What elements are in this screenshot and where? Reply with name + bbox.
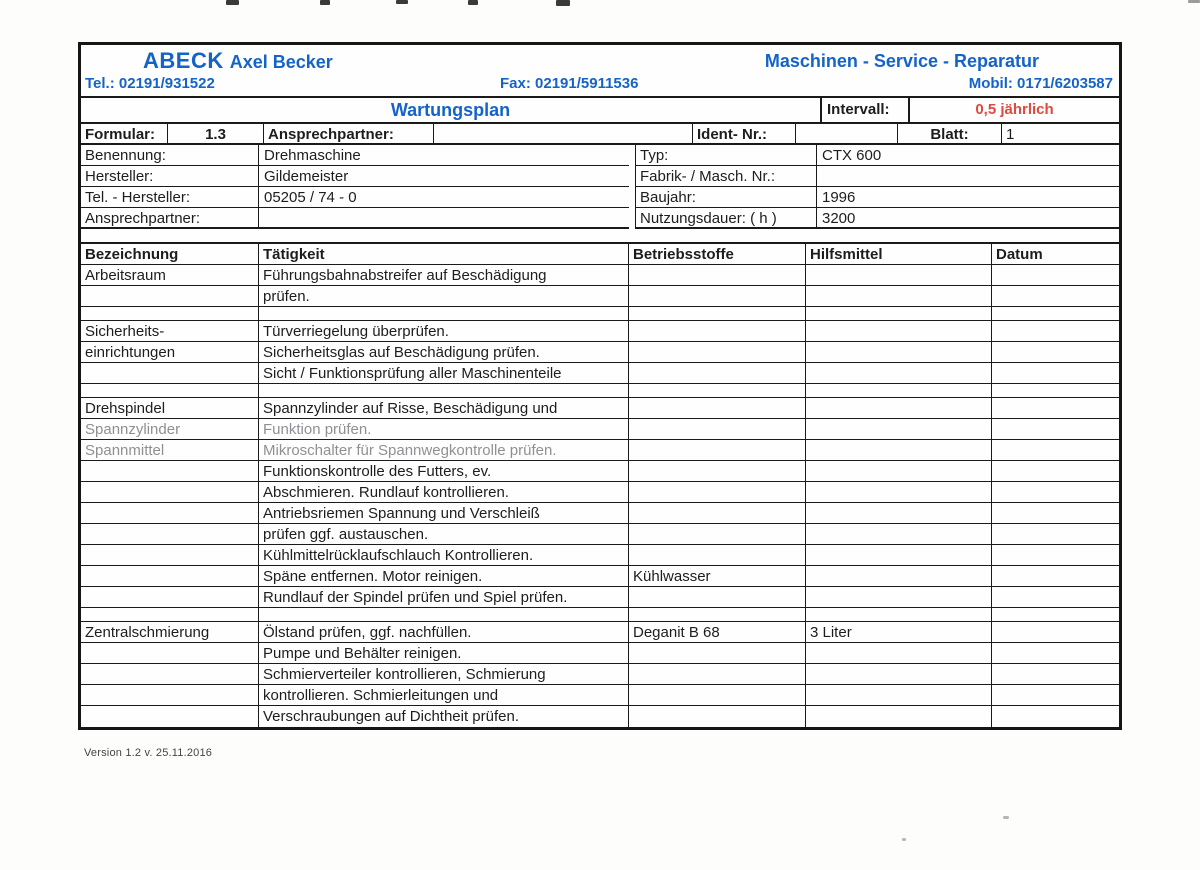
table-row (81, 706, 1119, 727)
cell-betriebsstoffe (629, 342, 806, 363)
machine-info-label: Typ: (635, 145, 817, 165)
cell-bezeichnung (81, 384, 259, 398)
ansprechpartner-value (433, 124, 692, 143)
cell-hilfsmittel: 3 Liter (806, 622, 992, 643)
cell-taetigkeit: Sicherheitsglas auf Beschädigung prüfen. (259, 342, 629, 363)
cell-datum (992, 622, 1119, 643)
cell-datum (992, 685, 1119, 706)
cell-taetigkeit: Abschmieren. Rundlauf kontrollieren. (259, 482, 629, 503)
machine-info-value: Gildemeister (264, 168, 349, 185)
machine-info-row (81, 145, 629, 166)
cell-hilfsmittel (806, 461, 992, 482)
version-note: Version 1.2 v. 25.11.2016 (84, 747, 213, 759)
scan-artifact (226, 0, 239, 5)
scan-artifact (1188, 0, 1200, 3)
mobile-number: Mobil: 0171/6203587 (968, 75, 1113, 92)
company-name-rest: Axel Becker (229, 52, 333, 72)
machine-info-section (81, 145, 1119, 229)
cell-hilfsmittel (806, 608, 992, 622)
cell-bezeichnung (81, 503, 259, 524)
scan-artifact (1003, 816, 1009, 819)
cell-hilfsmittel (806, 706, 992, 727)
machine-info-row (81, 166, 629, 187)
company-tagline: Maschinen - Service - Reparatur (764, 51, 1039, 71)
cell-betriebsstoffe (629, 685, 806, 706)
column-header-taetigkeit: Tätigkeit (259, 244, 629, 265)
cell-datum (992, 664, 1119, 685)
cell-bezeichnung (81, 524, 259, 545)
form-header-row (81, 45, 1119, 73)
cell-betriebsstoffe (629, 608, 806, 622)
cell-betriebsstoffe (629, 384, 806, 398)
cell-taetigkeit: Ölstand prüfen, ggf. nachfüllen. (259, 622, 629, 643)
machine-info-row (635, 145, 1119, 166)
cell-betriebsstoffe: Deganit B 68 (629, 622, 806, 643)
cell-betriebsstoffe (629, 664, 806, 685)
phone-number: Tel.: 02191/931522 (85, 75, 215, 92)
cell-datum (992, 440, 1119, 461)
cell-taetigkeit: Sicht / Funktionsprüfung aller Maschinenteile (259, 363, 629, 384)
machine-info-row (635, 166, 1119, 187)
section-gap (81, 229, 1119, 242)
cell-datum (992, 482, 1119, 503)
cell-taetigkeit (259, 608, 629, 622)
cell-betriebsstoffe (629, 545, 806, 566)
cell-taetigkeit (259, 384, 629, 398)
cell-datum (992, 524, 1119, 545)
interval-value: 0,5 jährlich (908, 98, 1119, 122)
table-row (81, 685, 1119, 706)
machine-info-label: Fabrik- / Masch. Nr.: (635, 166, 817, 186)
ident-nr-value (795, 124, 897, 143)
blatt-value: 1 (1001, 124, 1119, 143)
cell-taetigkeit: kontrollieren. Schmierleitungen und (259, 685, 629, 706)
table-row (81, 440, 1119, 461)
table-row (81, 643, 1119, 664)
cell-hilfsmittel (806, 643, 992, 664)
cell-taetigkeit: Antriebsriemen Spannung und Verschleiß (259, 503, 629, 524)
cell-hilfsmittel (806, 440, 992, 461)
cell-betriebsstoffe (629, 587, 806, 608)
cell-hilfsmittel (806, 503, 992, 524)
fax-number: Fax: 02191/5911536 (500, 75, 639, 92)
cell-taetigkeit: Spannzylinder auf Risse, Beschädigung und (259, 398, 629, 419)
cell-hilfsmittel (806, 384, 992, 398)
table-spacer-row (81, 384, 1119, 398)
cell-bezeichnung (81, 482, 259, 503)
cell-betriebsstoffe (629, 307, 806, 321)
cell-hilfsmittel (806, 307, 992, 321)
cell-betriebsstoffe (629, 706, 806, 727)
blatt-label: Blatt: (897, 124, 1001, 143)
cell-bezeichnung (81, 664, 259, 685)
cell-bezeichnung (81, 643, 259, 664)
table-row (81, 286, 1119, 307)
cell-bezeichnung (81, 706, 259, 727)
table-row (81, 482, 1119, 503)
cell-hilfsmittel (806, 587, 992, 608)
cell-betriebsstoffe (629, 321, 806, 342)
cell-taetigkeit: Schmierverteiler kontrollieren, Schmierung (259, 664, 629, 685)
table-row (81, 503, 1119, 524)
table-row (81, 363, 1119, 384)
machine-info-row (81, 208, 629, 229)
cell-taetigkeit: Mikroschalter für Spannwegkontrolle prüfen. (259, 440, 629, 461)
machine-info-label: Ansprechpartner: (81, 208, 259, 227)
interval-label: Intervall: (820, 98, 908, 122)
cell-taetigkeit: Verschraubungen auf Dichtheit prüfen. (259, 706, 629, 727)
table-row (81, 545, 1119, 566)
cell-betriebsstoffe (629, 265, 806, 286)
cell-datum (992, 503, 1119, 524)
cell-bezeichnung: Spannmittel (81, 440, 259, 461)
scan-artifact (396, 0, 408, 4)
table-row (81, 398, 1119, 419)
cell-taetigkeit: prüfen ggf. austauschen. (259, 524, 629, 545)
column-header-bezeichnung: Bezeichnung (81, 244, 259, 265)
column-header-betriebsstoffe: Betriebsstoffe (629, 244, 806, 265)
formular-label: Formular: (85, 126, 156, 143)
cell-datum (992, 363, 1119, 384)
machine-info-label: Nutzungsdauer: ( h ) (635, 208, 817, 227)
maintenance-table (81, 242, 1119, 727)
cell-betriebsstoffe (629, 363, 806, 384)
maintenance-table-header-row (81, 244, 1119, 265)
table-row (81, 664, 1119, 685)
machine-info-label: Benennung: (81, 145, 259, 165)
machine-info-label: Hersteller: (81, 166, 259, 186)
cell-datum (992, 307, 1119, 321)
table-row (81, 566, 1119, 587)
cell-hilfsmittel (806, 524, 992, 545)
cell-betriebsstoffe (629, 461, 806, 482)
cell-betriebsstoffe (629, 398, 806, 419)
cell-datum (992, 566, 1119, 587)
table-row (81, 265, 1119, 286)
cell-bezeichnung: Spannzylinder (81, 419, 259, 440)
cell-taetigkeit: Funktionskontrolle des Futters, ev. (259, 461, 629, 482)
machine-info-row (635, 208, 1119, 229)
scan-artifact (468, 0, 478, 5)
machine-info-row (635, 187, 1119, 208)
cell-hilfsmittel (806, 685, 992, 706)
cell-datum (992, 321, 1119, 342)
cell-taetigkeit: Pumpe und Behälter reinigen. (259, 643, 629, 664)
table-row (81, 419, 1119, 440)
contact-row (81, 73, 1119, 96)
machine-info-label: Baujahr: (635, 187, 817, 207)
table-spacer-row (81, 608, 1119, 622)
cell-datum (992, 265, 1119, 286)
machine-info-label: Tel. - Hersteller: (81, 187, 259, 207)
table-row (81, 342, 1119, 363)
column-header-datum: Datum (992, 244, 1119, 265)
column-header-hilfsmittel: Hilfsmittel (806, 244, 992, 265)
cell-betriebsstoffe (629, 482, 806, 503)
cell-betriebsstoffe (629, 524, 806, 545)
machine-info-value (259, 208, 629, 227)
cell-datum (992, 384, 1119, 398)
cell-bezeichnung (81, 685, 259, 706)
cell-bezeichnung (81, 307, 259, 321)
cell-datum (992, 286, 1119, 307)
cell-hilfsmittel (806, 265, 992, 286)
table-row (81, 622, 1119, 643)
cell-datum (992, 706, 1119, 727)
cell-bezeichnung (81, 461, 259, 482)
cell-hilfsmittel (806, 286, 992, 307)
scan-artifact (320, 0, 330, 5)
cell-taetigkeit: Führungsbahnabstreifer auf Beschädigung (259, 265, 629, 286)
company-name-bold: ABECK (143, 48, 224, 73)
machine-info-value: 3200 (822, 210, 856, 227)
cell-datum (992, 461, 1119, 482)
cell-bezeichnung (81, 363, 259, 384)
cell-bezeichnung (81, 545, 259, 566)
machine-info-value: CTX 600 (822, 147, 882, 164)
cell-taetigkeit: Rundlauf der Spindel prüfen und Spiel prüfen. (259, 587, 629, 608)
formular-value: 1.3 (167, 124, 263, 143)
title-row (81, 96, 1119, 122)
cell-hilfsmittel (806, 342, 992, 363)
cell-taetigkeit: prüfen. (259, 286, 629, 307)
cell-hilfsmittel (806, 545, 992, 566)
ident-nr-label: Ident- Nr.: (692, 124, 795, 143)
machine-info-value: 1996 (822, 189, 856, 206)
machine-info-value (817, 166, 1119, 186)
cell-betriebsstoffe (629, 503, 806, 524)
table-row (81, 461, 1119, 482)
machine-info-row (81, 187, 629, 208)
table-spacer-row (81, 307, 1119, 321)
cell-taetigkeit: Türverriegelung überprüfen. (259, 321, 629, 342)
cell-bezeichnung: Arbeitsraum (81, 265, 259, 286)
cell-datum (992, 608, 1119, 622)
cell-taetigkeit (259, 307, 629, 321)
scan-artifact (902, 838, 906, 841)
cell-datum (992, 643, 1119, 664)
cell-betriebsstoffe (629, 286, 806, 307)
cell-bezeichnung (81, 608, 259, 622)
cell-bezeichnung (81, 566, 259, 587)
form-meta-row (81, 122, 1119, 145)
cell-datum (992, 398, 1119, 419)
cell-hilfsmittel (806, 363, 992, 384)
cell-betriebsstoffe (629, 643, 806, 664)
cell-bezeichnung: Drehspindel (81, 398, 259, 419)
cell-hilfsmittel (806, 321, 992, 342)
cell-taetigkeit: Späne entfernen. Motor reinigen. (259, 566, 629, 587)
cell-bezeichnung: Sicherheits- (81, 321, 259, 342)
cell-datum (992, 545, 1119, 566)
cell-hilfsmittel (806, 398, 992, 419)
cell-hilfsmittel (806, 566, 992, 587)
cell-hilfsmittel (806, 419, 992, 440)
cell-betriebsstoffe: Kühlwasser (629, 566, 806, 587)
cell-hilfsmittel (806, 482, 992, 503)
form-title: Wartungsplan (390, 100, 511, 120)
machine-info-right-table (635, 145, 1119, 229)
cell-datum (992, 342, 1119, 363)
cell-hilfsmittel (806, 664, 992, 685)
table-row (81, 524, 1119, 545)
machine-info-value: Drehmaschine (264, 147, 361, 164)
cell-datum (992, 587, 1119, 608)
cell-taetigkeit: Kühlmittelrücklaufschlauch Kontrollieren. (259, 545, 629, 566)
cell-datum (992, 419, 1119, 440)
machine-info-value: 05205 / 74 - 0 (264, 189, 357, 206)
cell-bezeichnung: einrichtungen (81, 342, 259, 363)
company-name (143, 48, 333, 74)
cell-betriebsstoffe (629, 419, 806, 440)
ansprechpartner-label: Ansprechpartner: (263, 124, 433, 143)
machine-info-left-table (81, 145, 629, 229)
cell-taetigkeit: Funktion prüfen. (259, 419, 629, 440)
cell-bezeichnung (81, 286, 259, 307)
table-row (81, 587, 1119, 608)
cell-betriebsstoffe (629, 440, 806, 461)
cell-bezeichnung (81, 587, 259, 608)
table-row (81, 321, 1119, 342)
cell-bezeichnung: Zentralschmierung (81, 622, 259, 643)
scan-artifact (556, 0, 570, 6)
wartungsplan-form (78, 42, 1122, 730)
